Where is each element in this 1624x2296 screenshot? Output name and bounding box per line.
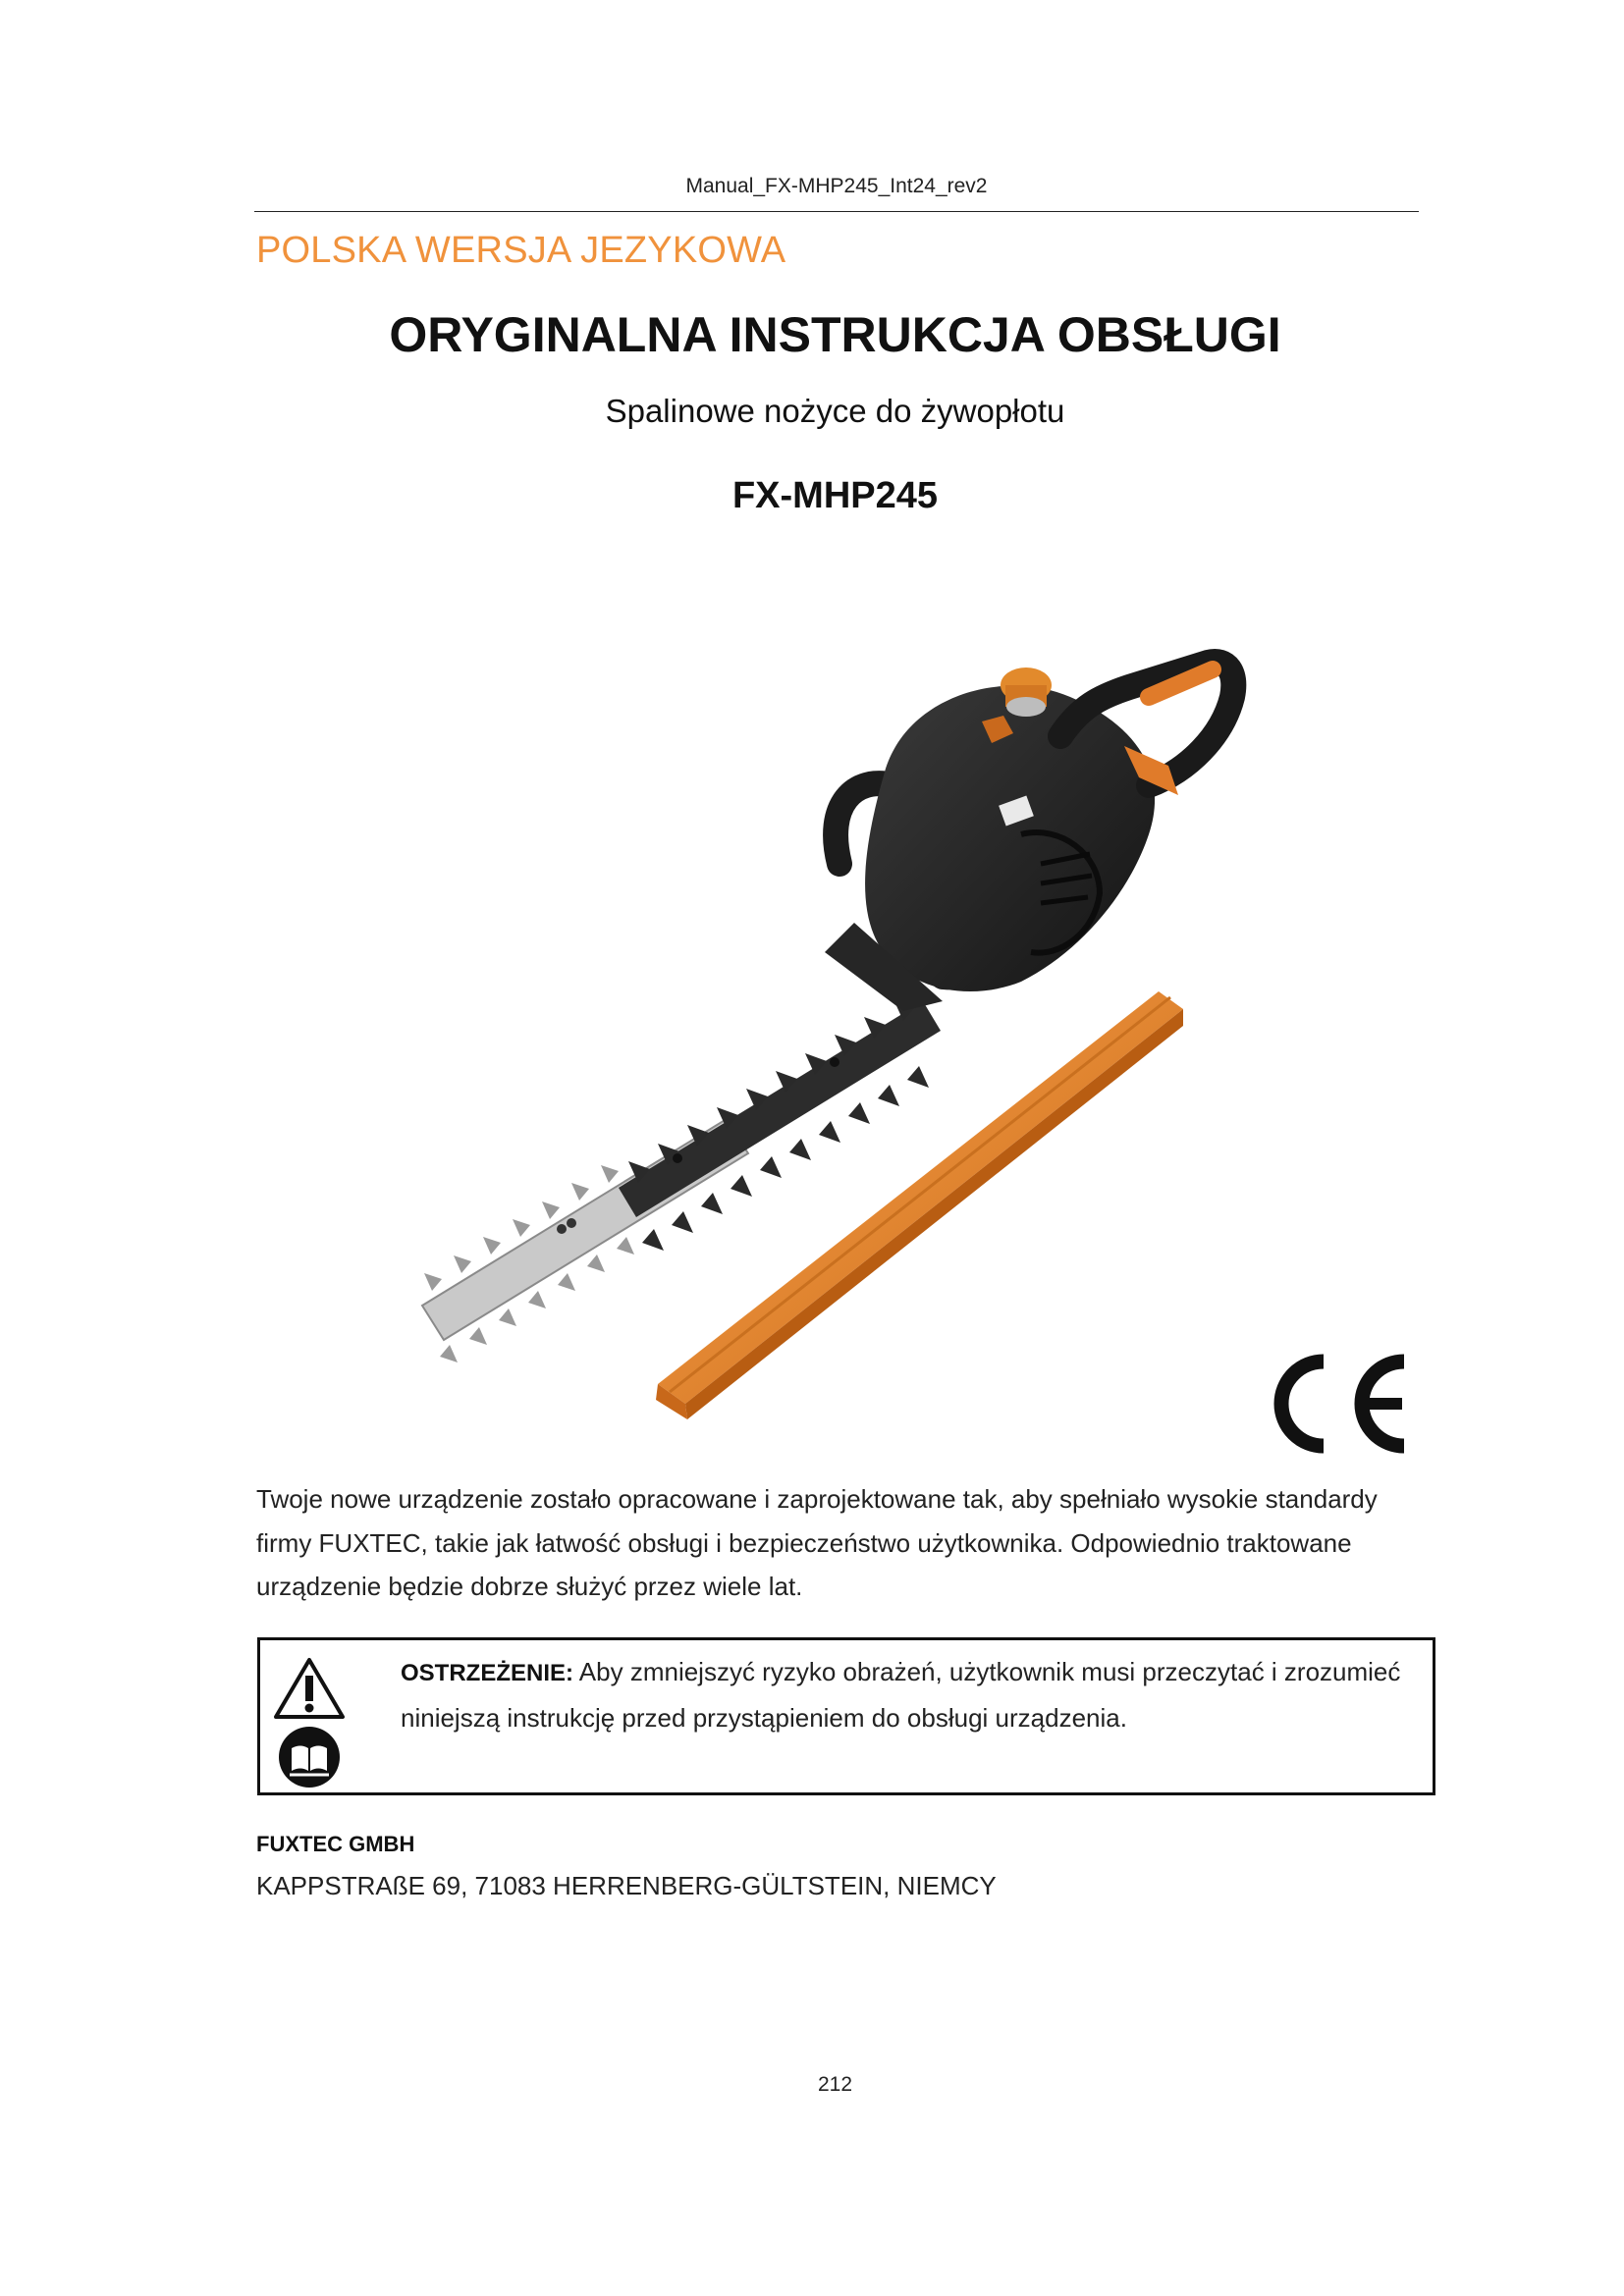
cutting-blade: [422, 999, 941, 1362]
hedge-trimmer-image: [393, 628, 1296, 1453]
company-name: FUXTEC GMBH: [256, 1832, 415, 1856]
warning-label: OSTRZEŻENIE:: [401, 1660, 574, 1686]
header-divider: [254, 211, 1419, 212]
product-subtitle: Spalinowe nożyce do żywopłotu: [605, 393, 1065, 429]
document-title: ORYGINALNA INSTRUKCJA OBSŁUGI: [389, 307, 1281, 362]
running-header: Manual_FX-MHP245_Int24_rev2: [685, 175, 988, 197]
ce-mark-icon: [1267, 1350, 1414, 1458]
blade-guard: [656, 991, 1183, 1419]
warning-box: [257, 1637, 1435, 1795]
company-address: KAPPSTRAßE 69, 71083 HERRENBERG-GÜLTSTEIN, NIEMCY: [256, 1871, 997, 1900]
engine-housing: [825, 686, 1155, 1011]
warning-text: [401, 1650, 1422, 1739]
warning-message: Aby zmniejszyć ryzyko obrażeń, użytkownik musi przeczytać i zrozumieć niniejszą instrukcję przed przystąpieniem do obsługi urządzenia.: [401, 1657, 1401, 1733]
intro-paragraph: Twoje nowe urządzenie zostało opracowane i zaprojektowane tak, aby spełniało wysokie standardy firmy FUXTEC, takie jak łatwość obsługi i bezpieczeństwo użytkownika. Odpowiednio traktowane urządzenie będzie dobrze służyć przez wiele lat.: [256, 1484, 1378, 1601]
warning-triangle-icon: [276, 1660, 343, 1717]
page-number: 212: [817, 2073, 853, 2096]
read-manual-icon: [279, 1727, 340, 1788]
model-number: FX-MHP245: [731, 475, 939, 516]
language-title: POLSKA WERSJA JEZYKOWA: [256, 230, 786, 271]
